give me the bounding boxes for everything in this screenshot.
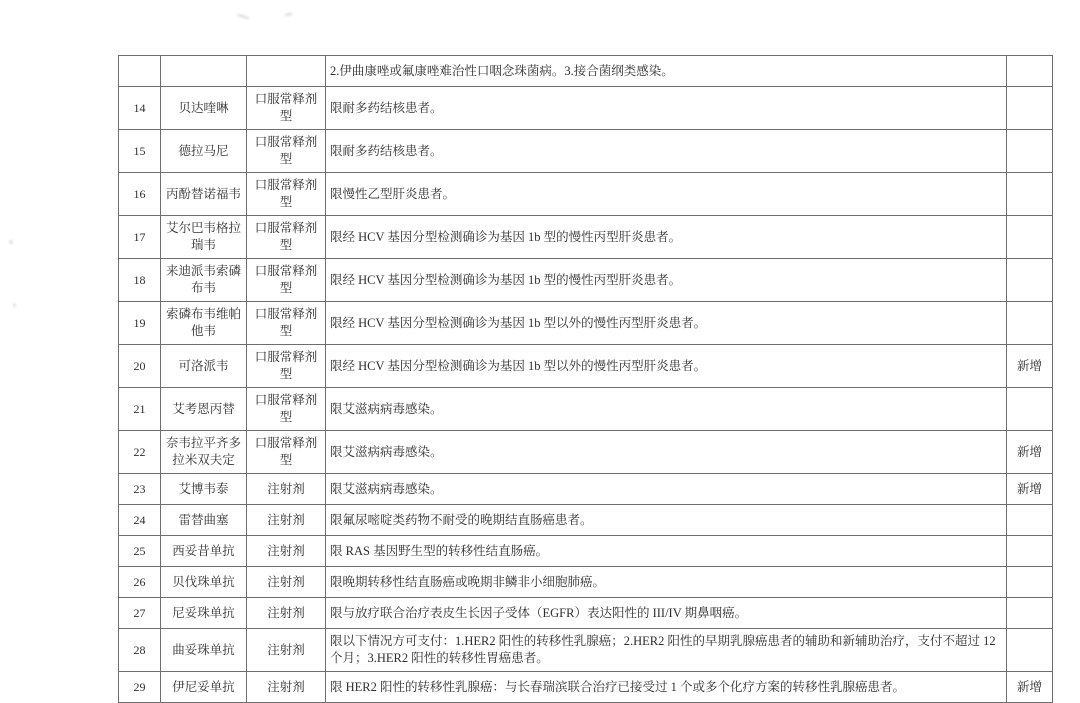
cell-drug-name: 丙酚替诺福韦 [161, 173, 247, 216]
table-row [119, 431, 1053, 474]
cell-dosage-form: 口服常释剂型 [247, 87, 326, 130]
cell-new-tag [1007, 388, 1053, 431]
table-row [119, 259, 1053, 302]
cell-restriction-note: 限艾滋病病毒感染。 [326, 474, 1007, 505]
cell-dosage-form: 口服常释剂型 [247, 130, 326, 173]
cell-new-tag: 新增 [1007, 345, 1053, 388]
scan-artifact [284, 12, 293, 17]
table-row [119, 388, 1053, 431]
table-row [119, 474, 1053, 505]
cell-drug-name: 可洛派韦 [161, 345, 247, 388]
cell-drug-name: 雷替曲塞 [161, 505, 247, 536]
cell-row-number: 20 [119, 345, 161, 388]
table-row [119, 216, 1053, 259]
cell-new-tag [1007, 598, 1053, 629]
scan-artifact [13, 303, 16, 307]
cell-new-tag [1007, 216, 1053, 259]
cell-drug-name: 艾尔巴韦格拉瑞韦 [161, 216, 247, 259]
cell-restriction-note: 限氟尿嘧啶类药物不耐受的晚期结直肠癌患者。 [326, 505, 1007, 536]
cell-row-number: 27 [119, 598, 161, 629]
cell-drug-name [161, 56, 247, 87]
cell-row-number: 29 [119, 672, 161, 703]
cell-dosage-form: 注射剂 [247, 474, 326, 505]
cell-row-number: 19 [119, 302, 161, 345]
cell-restriction-note: 限耐多药结核患者。 [326, 87, 1007, 130]
cell-drug-name: 贝达喹啉 [161, 87, 247, 130]
cell-restriction-note: 限经 HCV 基因分型检测确诊为基因 1b 型以外的慢性丙型肝炎患者。 [326, 345, 1007, 388]
cell-dosage-form: 口服常释剂型 [247, 173, 326, 216]
cell-row-number: 18 [119, 259, 161, 302]
cell-new-tag [1007, 505, 1053, 536]
cell-new-tag: 新增 [1007, 672, 1053, 703]
cell-new-tag [1007, 87, 1053, 130]
cell-drug-name: 艾博韦泰 [161, 474, 247, 505]
cell-row-number: 28 [119, 629, 161, 672]
cell-new-tag: 新增 [1007, 474, 1053, 505]
table-row [119, 598, 1053, 629]
table-row [119, 302, 1053, 345]
table-row [119, 130, 1053, 173]
cell-new-tag [1007, 130, 1053, 173]
cell-restriction-note: 限耐多药结核患者。 [326, 130, 1007, 173]
cell-new-tag [1007, 259, 1053, 302]
drug-restriction-table [118, 55, 1053, 703]
table-row [119, 505, 1053, 536]
cell-restriction-note: 限以下情况方可支付：1.HER2 阳性的转移性乳腺癌；2.HER2 阳性的早期乳腺癌患者的辅助和新辅助治疗，支付不超过 12 个月；3.HER2 阳性的转移性胃癌患者。 [326, 629, 1007, 672]
cell-new-tag [1007, 567, 1053, 598]
cell-drug-name: 西妥昔单抗 [161, 536, 247, 567]
table-row [119, 629, 1053, 672]
cell-dosage-form: 注射剂 [247, 567, 326, 598]
table-row [119, 345, 1053, 388]
cell-restriction-note: 限 RAS 基因野生型的转移性结直肠癌。 [326, 536, 1007, 567]
cell-row-number: 16 [119, 173, 161, 216]
cell-row-number [119, 56, 161, 87]
cell-dosage-form: 口服常释剂型 [247, 259, 326, 302]
cell-new-tag [1007, 173, 1053, 216]
cell-new-tag: 新增 [1007, 431, 1053, 474]
cell-row-number: 22 [119, 431, 161, 474]
cell-restriction-note: 限晚期转移性结直肠癌或晚期非鳞非小细胞肺癌。 [326, 567, 1007, 598]
cell-dosage-form: 注射剂 [247, 629, 326, 672]
cell-dosage-form: 注射剂 [247, 672, 326, 703]
cell-dosage-form [247, 56, 326, 87]
cell-restriction-note: 2.伊曲康唑或氟康唑难治性口咽念珠菌病。3.接合菌纲类感染。 [326, 56, 1007, 87]
cell-new-tag [1007, 536, 1053, 567]
cell-row-number: 23 [119, 474, 161, 505]
cell-row-number: 21 [119, 388, 161, 431]
cell-restriction-note: 限与放疗联合治疗表皮生长因子受体（EGFR）表达阳性的 III/IV 期鼻咽癌。 [326, 598, 1007, 629]
cell-restriction-note: 限经 HCV 基因分型检测确诊为基因 1b 型的慢性丙型肝炎患者。 [326, 259, 1007, 302]
cell-drug-name: 索磷布韦维帕他韦 [161, 302, 247, 345]
cell-dosage-form: 注射剂 [247, 536, 326, 567]
table-row [119, 56, 1053, 87]
cell-restriction-note: 限艾滋病病毒感染。 [326, 431, 1007, 474]
table-row [119, 567, 1053, 598]
cell-row-number: 14 [119, 87, 161, 130]
cell-drug-name: 德拉马尼 [161, 130, 247, 173]
table-body [119, 56, 1053, 703]
table-row [119, 87, 1053, 130]
cell-drug-name: 来迪派韦索磷布韦 [161, 259, 247, 302]
cell-restriction-note: 限经 HCV 基因分型检测确诊为基因 1b 型以外的慢性丙型肝炎患者。 [326, 302, 1007, 345]
cell-drug-name: 尼妥珠单抗 [161, 598, 247, 629]
cell-drug-name: 奈韦拉平齐多拉米双夫定 [161, 431, 247, 474]
scan-artifact [236, 13, 250, 20]
cell-dosage-form: 口服常释剂型 [247, 431, 326, 474]
cell-row-number: 24 [119, 505, 161, 536]
cell-dosage-form: 口服常释剂型 [247, 345, 326, 388]
cell-new-tag [1007, 302, 1053, 345]
cell-restriction-note: 限 HER2 阳性的转移性乳腺癌：与长春瑞滨联合治疗已接受过 1 个或多个化疗方案的转移性乳腺癌患者。 [326, 672, 1007, 703]
cell-drug-name: 艾考恩丙替 [161, 388, 247, 431]
table-row [119, 672, 1053, 703]
cell-drug-name: 曲妥珠单抗 [161, 629, 247, 672]
cell-new-tag [1007, 629, 1053, 672]
cell-dosage-form: 注射剂 [247, 505, 326, 536]
cell-row-number: 25 [119, 536, 161, 567]
cell-dosage-form: 注射剂 [247, 598, 326, 629]
table-row [119, 173, 1053, 216]
cell-new-tag [1007, 56, 1053, 87]
cell-dosage-form: 口服常释剂型 [247, 388, 326, 431]
cell-row-number: 26 [119, 567, 161, 598]
cell-row-number: 17 [119, 216, 161, 259]
cell-drug-name: 伊尼妥单抗 [161, 672, 247, 703]
cell-drug-name: 贝伐珠单抗 [161, 567, 247, 598]
cell-row-number: 15 [119, 130, 161, 173]
cell-restriction-note: 限艾滋病病毒感染。 [326, 388, 1007, 431]
scan-artifact [9, 240, 13, 244]
cell-dosage-form: 口服常释剂型 [247, 302, 326, 345]
table-row [119, 536, 1053, 567]
cell-dosage-form: 口服常释剂型 [247, 216, 326, 259]
cell-restriction-note: 限慢性乙型肝炎患者。 [326, 173, 1007, 216]
cell-restriction-note: 限经 HCV 基因分型检测确诊为基因 1b 型的慢性丙型肝炎患者。 [326, 216, 1007, 259]
